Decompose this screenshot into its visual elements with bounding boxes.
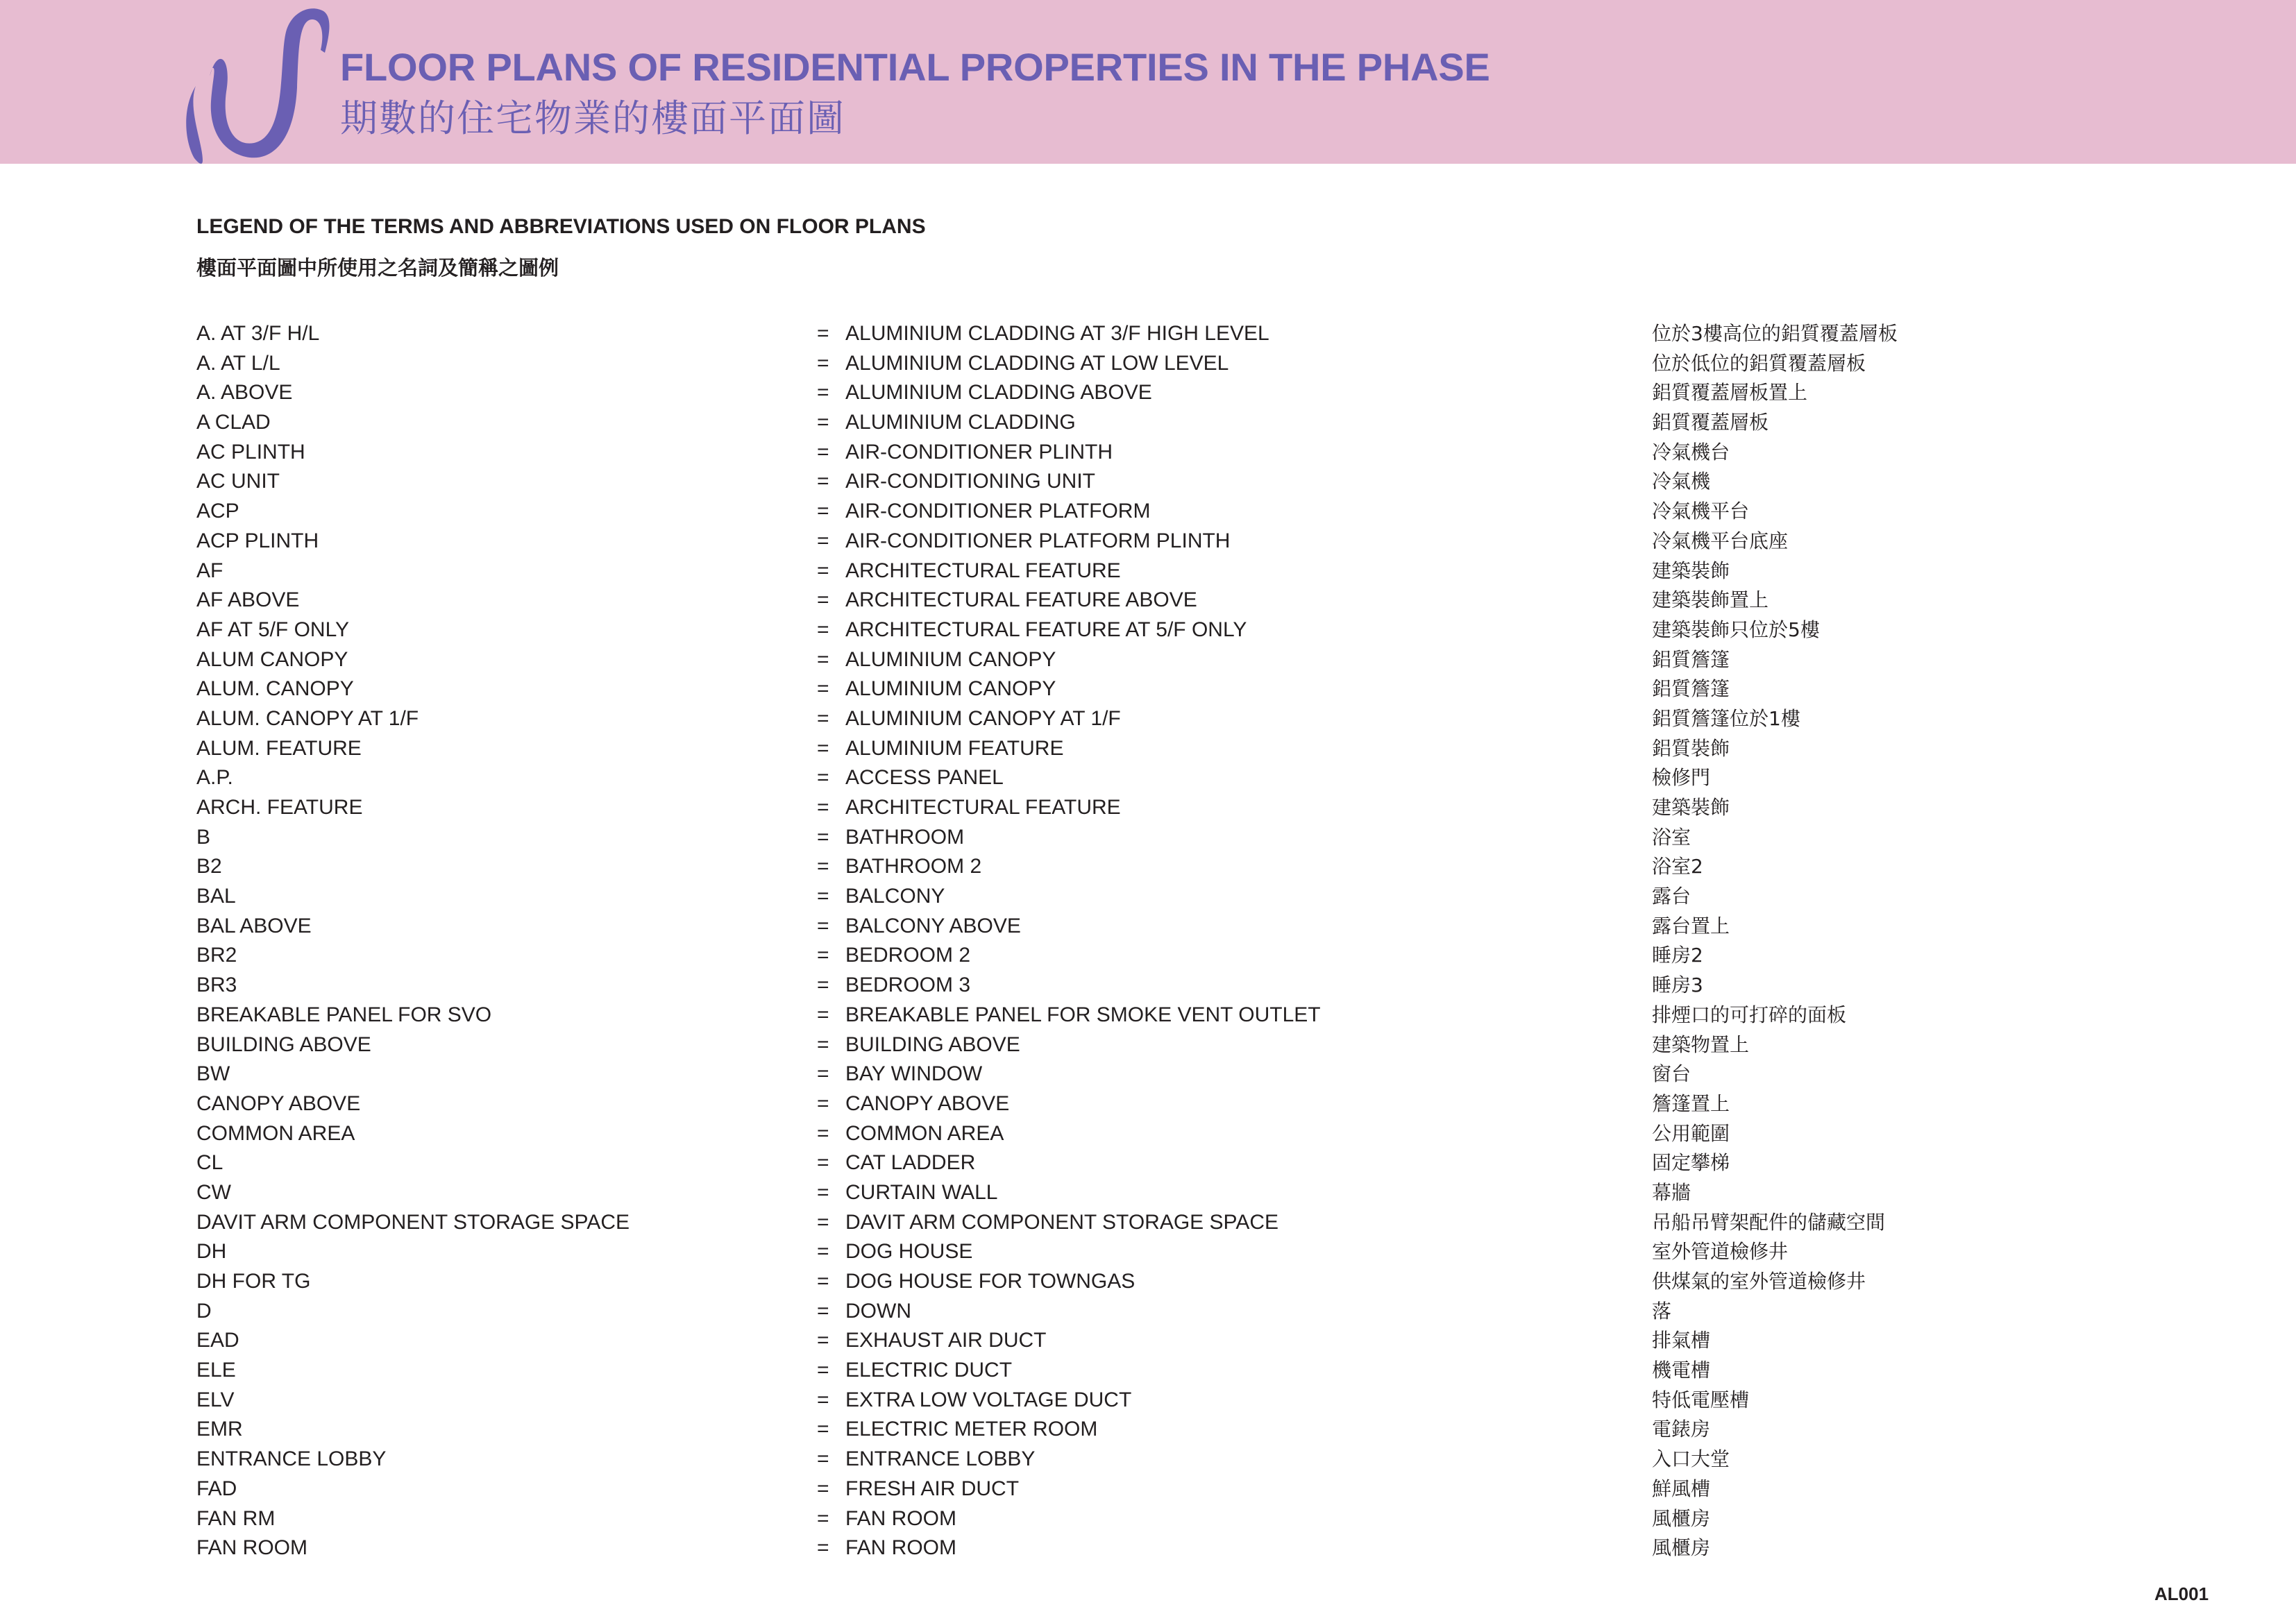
legend-equals-sign: = bbox=[817, 1033, 829, 1056]
legend-abbreviation: A. AT L/L bbox=[196, 351, 280, 375]
legend-row bbox=[196, 527, 2070, 556]
legend-term: BEDROOM 3 bbox=[845, 974, 971, 997]
legend-term: AIR-CONDITIONER PLINTH bbox=[845, 440, 1113, 464]
legend-abbreviation: COMMON AREA bbox=[196, 1121, 355, 1145]
legend-equals-sign: = bbox=[817, 1062, 829, 1086]
legend-term-chinese: 機電槽 bbox=[1652, 1359, 1711, 1382]
legend-abbreviation: ALUM CANOPY bbox=[196, 647, 348, 671]
legend-term-chinese: 幕牆 bbox=[1652, 1180, 1691, 1204]
legend-abbreviation: BR3 bbox=[196, 974, 237, 997]
legend-abbreviation: DH FOR TG bbox=[196, 1270, 311, 1293]
legend-row bbox=[196, 1208, 2070, 1238]
legend-term: ALUMINIUM CLADDING bbox=[845, 411, 1076, 434]
legend-row bbox=[196, 1445, 2070, 1475]
legend-row bbox=[196, 941, 2070, 971]
legend-equals-sign: = bbox=[817, 500, 829, 523]
legend-term-chinese: 鋁質覆蓋層板置上 bbox=[1652, 381, 1808, 405]
legend-term: CAT LADDER bbox=[845, 1151, 976, 1175]
legend-equals-sign: = bbox=[817, 825, 829, 849]
legend-row bbox=[196, 793, 2070, 823]
legend-term-chinese: 固定攀梯 bbox=[1652, 1151, 1730, 1175]
legend-term: ELECTRIC METER ROOM bbox=[845, 1418, 1098, 1441]
legend-equals-sign: = bbox=[817, 736, 829, 760]
legend-term: AIR-CONDITIONER PLATFORM bbox=[845, 500, 1151, 523]
legend-row bbox=[196, 467, 2070, 497]
legend-equals-sign: = bbox=[817, 470, 829, 493]
legend-abbreviation: D bbox=[196, 1299, 212, 1323]
legend-row bbox=[196, 1060, 2070, 1089]
legend-term-chinese: 露台置上 bbox=[1652, 914, 1730, 937]
legend-row bbox=[196, 823, 2070, 853]
legend-row bbox=[196, 1297, 2070, 1327]
legend-term-chinese: 浴室2 bbox=[1652, 855, 1703, 878]
legend-row bbox=[196, 674, 2070, 704]
legend-abbreviation: AC UNIT bbox=[196, 470, 280, 493]
legend-equals-sign: = bbox=[817, 1447, 829, 1471]
legend-term: ARCHITECTURAL FEATURE ABOVE bbox=[845, 588, 1197, 612]
legend-term-chinese: 睡房3 bbox=[1652, 974, 1703, 997]
legend-abbreviation: EAD bbox=[196, 1329, 239, 1352]
legend-term-chinese: 入口大堂 bbox=[1652, 1447, 1730, 1471]
legend-term: ARCHITECTURAL FEATURE bbox=[845, 796, 1121, 819]
legend-term: EXHAUST AIR DUCT bbox=[845, 1329, 1047, 1352]
legend-abbreviation: CW bbox=[196, 1180, 231, 1204]
legend-abbreviation: AF AT 5/F ONLY bbox=[196, 618, 350, 641]
legend-abbreviation: A.P. bbox=[196, 766, 233, 790]
legend-abbreviation: FAN ROOM bbox=[196, 1536, 308, 1560]
legend-term-chinese: 位於低位的鋁質覆蓋層板 bbox=[1652, 351, 1866, 375]
legend-equals-sign: = bbox=[817, 411, 829, 434]
legend-term-chinese: 冷氣機 bbox=[1652, 470, 1711, 493]
legend-equals-sign: = bbox=[817, 1121, 829, 1145]
legend-row bbox=[196, 1533, 2070, 1563]
legend-equals-sign: = bbox=[817, 1506, 829, 1530]
legend-equals-sign: = bbox=[817, 1180, 829, 1204]
legend-abbreviation: ELE bbox=[196, 1359, 236, 1382]
legend-row bbox=[196, 882, 2070, 912]
legend-term: ALUMINIUM CLADDING AT 3/F HIGH LEVEL bbox=[845, 322, 1269, 345]
header-banner bbox=[0, 0, 2296, 164]
legend-term: FRESH AIR DUCT bbox=[845, 1477, 1020, 1500]
legend-term-chinese: 吊船吊臂架配件的儲藏空間 bbox=[1652, 1210, 1886, 1234]
legend-term: DOG HOUSE FOR TOWNGAS bbox=[845, 1270, 1136, 1293]
legend-term-chinese: 窗台 bbox=[1652, 1062, 1691, 1086]
legend-row bbox=[196, 349, 2070, 379]
legend-equals-sign: = bbox=[817, 381, 829, 405]
legend-term-chinese: 鋁質簷篷 bbox=[1652, 677, 1730, 701]
legend-term-chinese: 檢修門 bbox=[1652, 766, 1711, 790]
legend-equals-sign: = bbox=[817, 1477, 829, 1500]
legend-equals-sign: = bbox=[817, 1151, 829, 1175]
legend-term-chinese: 鋁質裝飾 bbox=[1652, 736, 1730, 760]
legend-term-chinese: 建築裝飾只位於5樓 bbox=[1652, 618, 1820, 641]
legend-abbreviation: CANOPY ABOVE bbox=[196, 1091, 361, 1115]
legend-term-chinese: 鮮風槽 bbox=[1652, 1477, 1711, 1500]
legend-abbreviation: A. ABOVE bbox=[196, 381, 293, 405]
legend-term: EXTRA LOW VOLTAGE DUCT bbox=[845, 1388, 1132, 1411]
legend-term-chinese: 鋁質覆蓋層板 bbox=[1652, 411, 1769, 434]
legend-equals-sign: = bbox=[817, 706, 829, 730]
legend-term-chinese: 室外管道檢修井 bbox=[1652, 1240, 1789, 1264]
swirl-logo-icon bbox=[182, 4, 335, 165]
legend-abbreviation: B bbox=[196, 825, 211, 849]
legend-term: ALUMINIUM FEATURE bbox=[845, 736, 1064, 760]
legend-row bbox=[196, 586, 2070, 615]
legend-term-chinese: 電錶房 bbox=[1652, 1418, 1711, 1441]
legend-row bbox=[196, 1356, 2070, 1386]
legend-term: ALUMINIUM CANOPY bbox=[845, 677, 1056, 701]
legend-abbreviation: ENTRANCE LOBBY bbox=[196, 1447, 387, 1471]
legend-term-chinese: 特低電壓槽 bbox=[1652, 1388, 1750, 1411]
legend-row bbox=[196, 1475, 2070, 1504]
legend-abbreviation: B2 bbox=[196, 855, 222, 878]
legend-abbreviation: ALUM. CANOPY AT 1/F bbox=[196, 706, 419, 730]
legend-abbreviation: BREAKABLE PANEL FOR SVO bbox=[196, 1003, 492, 1026]
legend-abbreviation: FAD bbox=[196, 1477, 237, 1500]
legend-term-chinese: 位於3樓高位的鋁質覆蓋層板 bbox=[1652, 322, 1898, 345]
legend-term: CANOPY ABOVE bbox=[845, 1091, 1010, 1115]
legend-term: DOWN bbox=[845, 1299, 911, 1323]
legend-equals-sign: = bbox=[817, 1359, 829, 1382]
legend-abbreviation: ACP PLINTH bbox=[196, 529, 319, 552]
legend-equals-sign: = bbox=[817, 1299, 829, 1323]
legend-term: BATHROOM bbox=[845, 825, 965, 849]
legend-term: FAN ROOM bbox=[845, 1506, 957, 1530]
legend-equals-sign: = bbox=[817, 766, 829, 790]
legend-term-chinese: 冷氣機平台 bbox=[1652, 500, 1750, 523]
legend-abbreviation: ACP bbox=[196, 500, 239, 523]
legend-term-chinese: 排氣槽 bbox=[1652, 1329, 1711, 1352]
legend-abbreviation: BW bbox=[196, 1062, 230, 1086]
legend-row bbox=[196, 1001, 2070, 1030]
legend-equals-sign: = bbox=[817, 1210, 829, 1234]
legend-term: ARCHITECTURAL FEATURE AT 5/F ONLY bbox=[845, 618, 1247, 641]
legend-abbreviation: DAVIT ARM COMPONENT STORAGE SPACE bbox=[196, 1210, 630, 1234]
legend-row bbox=[196, 704, 2070, 734]
page-code: AL001 bbox=[2154, 1583, 2209, 1604]
legend-equals-sign: = bbox=[817, 1270, 829, 1293]
legend-equals-sign: = bbox=[817, 1240, 829, 1264]
legend-term: ALUMINIUM CANOPY bbox=[845, 647, 1056, 671]
legend-abbreviation: BAL bbox=[196, 885, 236, 908]
legend-row bbox=[196, 497, 2070, 527]
legend-abbreviation: AF bbox=[196, 559, 223, 582]
legend-term-chinese: 排煙口的可打碎的面板 bbox=[1652, 1003, 1847, 1026]
legend-term: AIR-CONDITIONER PLATFORM PLINTH bbox=[845, 529, 1231, 552]
legend-term: BALCONY ABOVE bbox=[845, 914, 1021, 937]
legend-equals-sign: = bbox=[817, 618, 829, 641]
legend-equals-sign: = bbox=[817, 974, 829, 997]
legend-term: BALCONY bbox=[845, 885, 945, 908]
legend-term: ACCESS PANEL bbox=[845, 766, 1004, 790]
legend-abbreviation: EMR bbox=[196, 1418, 243, 1441]
legend-term: BREAKABLE PANEL FOR SMOKE VENT OUTLET bbox=[845, 1003, 1321, 1026]
legend-term-chinese: 供煤氣的室外管道檢修井 bbox=[1652, 1270, 1866, 1293]
legend-equals-sign: = bbox=[817, 1418, 829, 1441]
legend-term: COMMON AREA bbox=[845, 1121, 1004, 1145]
legend-term: DAVIT ARM COMPONENT STORAGE SPACE bbox=[845, 1210, 1279, 1234]
legend-abbreviation: AF ABOVE bbox=[196, 588, 300, 612]
legend-row bbox=[196, 1267, 2070, 1297]
legend-term-chinese: 公用範圍 bbox=[1652, 1121, 1730, 1145]
legend-term: BAY WINDOW bbox=[845, 1062, 983, 1086]
legend-equals-sign: = bbox=[817, 855, 829, 878]
legend-title-chinese: 樓面平面圖中所使用之名詞及簡稱之圖例 bbox=[196, 256, 559, 280]
legend-term: ALUMINIUM CANOPY AT 1/F bbox=[845, 706, 1121, 730]
page-title: FLOOR PLANS OF RESIDENTIAL PROPERTIES IN THE PHASE bbox=[340, 45, 1490, 89]
legend-row bbox=[196, 1386, 2070, 1416]
legend-row bbox=[196, 1089, 2070, 1119]
legend-row bbox=[196, 1415, 2070, 1445]
legend-term: BATHROOM 2 bbox=[845, 855, 982, 878]
legend-term-chinese: 風櫃房 bbox=[1652, 1506, 1711, 1530]
legend-row bbox=[196, 734, 2070, 764]
legend-equals-sign: = bbox=[817, 529, 829, 552]
legend-row bbox=[196, 645, 2070, 675]
legend-abbreviation: AC PLINTH bbox=[196, 440, 305, 464]
legend-term: ALUMINIUM CLADDING ABOVE bbox=[845, 381, 1152, 405]
legend-term-chinese: 落 bbox=[1652, 1299, 1672, 1323]
legend-equals-sign: = bbox=[817, 1329, 829, 1352]
legend-row bbox=[196, 1237, 2070, 1267]
legend-row bbox=[196, 1119, 2070, 1149]
legend-abbreviation: BUILDING ABOVE bbox=[196, 1033, 371, 1056]
legend-title: LEGEND OF THE TERMS AND ABBREVIATIONS USED ON FLOOR PLANS bbox=[196, 215, 926, 238]
legend-abbreviation: ARCH. FEATURE bbox=[196, 796, 363, 819]
legend-term: ELECTRIC DUCT bbox=[845, 1359, 1013, 1382]
page-title-chinese: 期數的住宅物業的樓面平面圖 bbox=[340, 96, 845, 140]
legend-abbreviation: DH bbox=[196, 1240, 227, 1264]
legend-term-chinese: 露台 bbox=[1652, 885, 1691, 908]
legend-term-chinese: 冷氣機台 bbox=[1652, 440, 1730, 464]
legend-term-chinese: 建築裝飾 bbox=[1652, 796, 1730, 819]
legend-term: ALUMINIUM CLADDING AT LOW LEVEL bbox=[845, 351, 1229, 375]
legend-term-chinese: 建築裝飾置上 bbox=[1652, 588, 1769, 612]
legend-row bbox=[196, 378, 2070, 408]
legend-equals-sign: = bbox=[817, 944, 829, 967]
legend-row bbox=[196, 1326, 2070, 1356]
legend-equals-sign: = bbox=[817, 885, 829, 908]
legend-table bbox=[196, 319, 2070, 1563]
legend-term-chinese: 鋁質簷篷位於1樓 bbox=[1652, 706, 1800, 730]
legend-abbreviation: A CLAD bbox=[196, 411, 271, 434]
legend-equals-sign: = bbox=[817, 1091, 829, 1115]
legend-row bbox=[196, 438, 2070, 468]
legend-term: CURTAIN WALL bbox=[845, 1180, 998, 1204]
legend-term-chinese: 建築裝飾 bbox=[1652, 559, 1730, 582]
legend-row bbox=[196, 556, 2070, 586]
legend-abbreviation: A. AT 3/F H/L bbox=[196, 322, 320, 345]
legend-term-chinese: 簷篷置上 bbox=[1652, 1091, 1730, 1115]
legend-equals-sign: = bbox=[817, 1388, 829, 1411]
legend-row bbox=[196, 1148, 2070, 1178]
legend-term: ARCHITECTURAL FEATURE bbox=[845, 559, 1121, 582]
legend-row bbox=[196, 1178, 2070, 1208]
legend-abbreviation: ALUM. CANOPY bbox=[196, 677, 354, 701]
legend-term: BUILDING ABOVE bbox=[845, 1033, 1020, 1056]
legend-term-chinese: 建築物置上 bbox=[1652, 1033, 1750, 1056]
legend-equals-sign: = bbox=[817, 796, 829, 819]
legend-equals-sign: = bbox=[817, 559, 829, 582]
legend-equals-sign: = bbox=[817, 322, 829, 345]
legend-row bbox=[196, 912, 2070, 942]
legend-term: ENTRANCE LOBBY bbox=[845, 1447, 1036, 1471]
legend-abbreviation: BR2 bbox=[196, 944, 237, 967]
legend-abbreviation: BAL ABOVE bbox=[196, 914, 312, 937]
legend-equals-sign: = bbox=[817, 1003, 829, 1026]
legend-equals-sign: = bbox=[817, 588, 829, 612]
legend-equals-sign: = bbox=[817, 677, 829, 701]
legend-row bbox=[196, 615, 2070, 645]
legend-term: DOG HOUSE bbox=[845, 1240, 973, 1264]
legend-abbreviation: ELV bbox=[196, 1388, 235, 1411]
legend-term-chinese: 鋁質簷篷 bbox=[1652, 647, 1730, 671]
legend-equals-sign: = bbox=[817, 1536, 829, 1560]
legend-term-chinese: 睡房2 bbox=[1652, 944, 1703, 967]
legend-equals-sign: = bbox=[817, 351, 829, 375]
legend-term-chinese: 冷氣機平台底座 bbox=[1652, 529, 1789, 552]
legend-row bbox=[196, 1504, 2070, 1534]
legend-row bbox=[196, 319, 2070, 349]
legend-row bbox=[196, 408, 2070, 438]
legend-row bbox=[196, 852, 2070, 882]
legend-abbreviation: FAN RM bbox=[196, 1506, 276, 1530]
legend-row bbox=[196, 971, 2070, 1001]
legend-term: BEDROOM 2 bbox=[845, 944, 971, 967]
legend-term: FAN ROOM bbox=[845, 1536, 957, 1560]
legend-term: AIR-CONDITIONING UNIT bbox=[845, 470, 1095, 493]
legend-term-chinese: 浴室 bbox=[1652, 825, 1691, 849]
legend-row bbox=[196, 1030, 2070, 1060]
legend-abbreviation: CL bbox=[196, 1151, 223, 1175]
legend-equals-sign: = bbox=[817, 647, 829, 671]
legend-row bbox=[196, 763, 2070, 793]
legend-equals-sign: = bbox=[817, 440, 829, 464]
legend-abbreviation: ALUM. FEATURE bbox=[196, 736, 362, 760]
legend-term-chinese: 風櫃房 bbox=[1652, 1536, 1711, 1560]
legend-equals-sign: = bbox=[817, 914, 829, 937]
